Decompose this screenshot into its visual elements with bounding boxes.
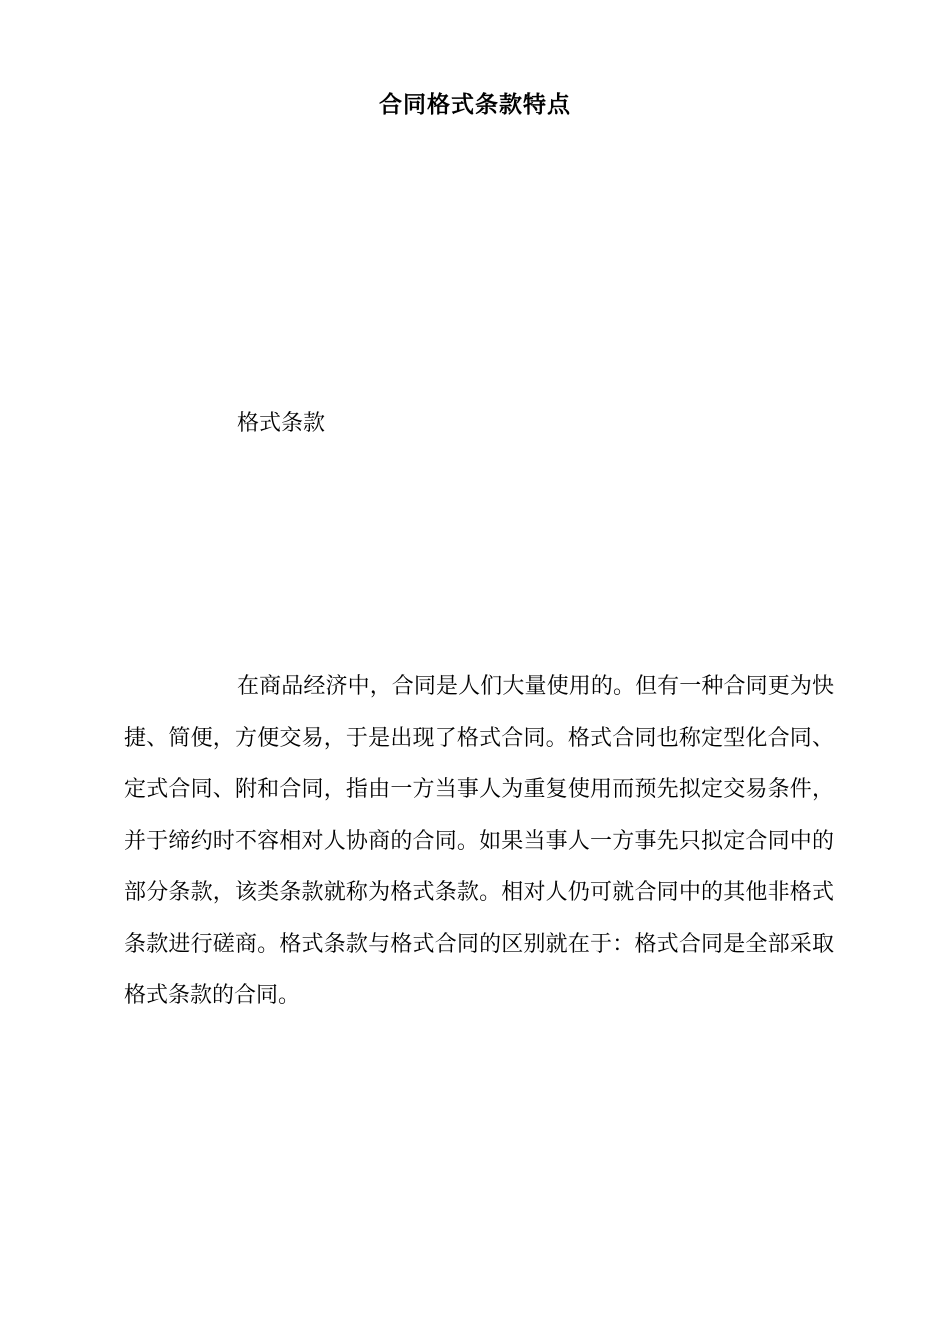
document-title: 合同格式条款特点 [379, 92, 571, 118]
body-paragraph: 在商品经济中，合同是人们大量使用的。但有一种合同更为快捷、简便，方便交易，于是出现了格式合同。格式合同也称定型化合同、定式合同、附和合同，指由一方当事人为重复使用而预先拟定交易条件，并于缔约时不容相对人协商的合同。如果当事人一方事先只拟定合同中的部分条款，该类条款就称为格式条款。相对人仍可就合同中的其他非格式条款进行磋商。格式条款与格式合同的区别就在于：格式合同是全部采取格式条款的合同。 [124, 674, 834, 1008]
section-heading: 格式条款 [237, 411, 326, 436]
